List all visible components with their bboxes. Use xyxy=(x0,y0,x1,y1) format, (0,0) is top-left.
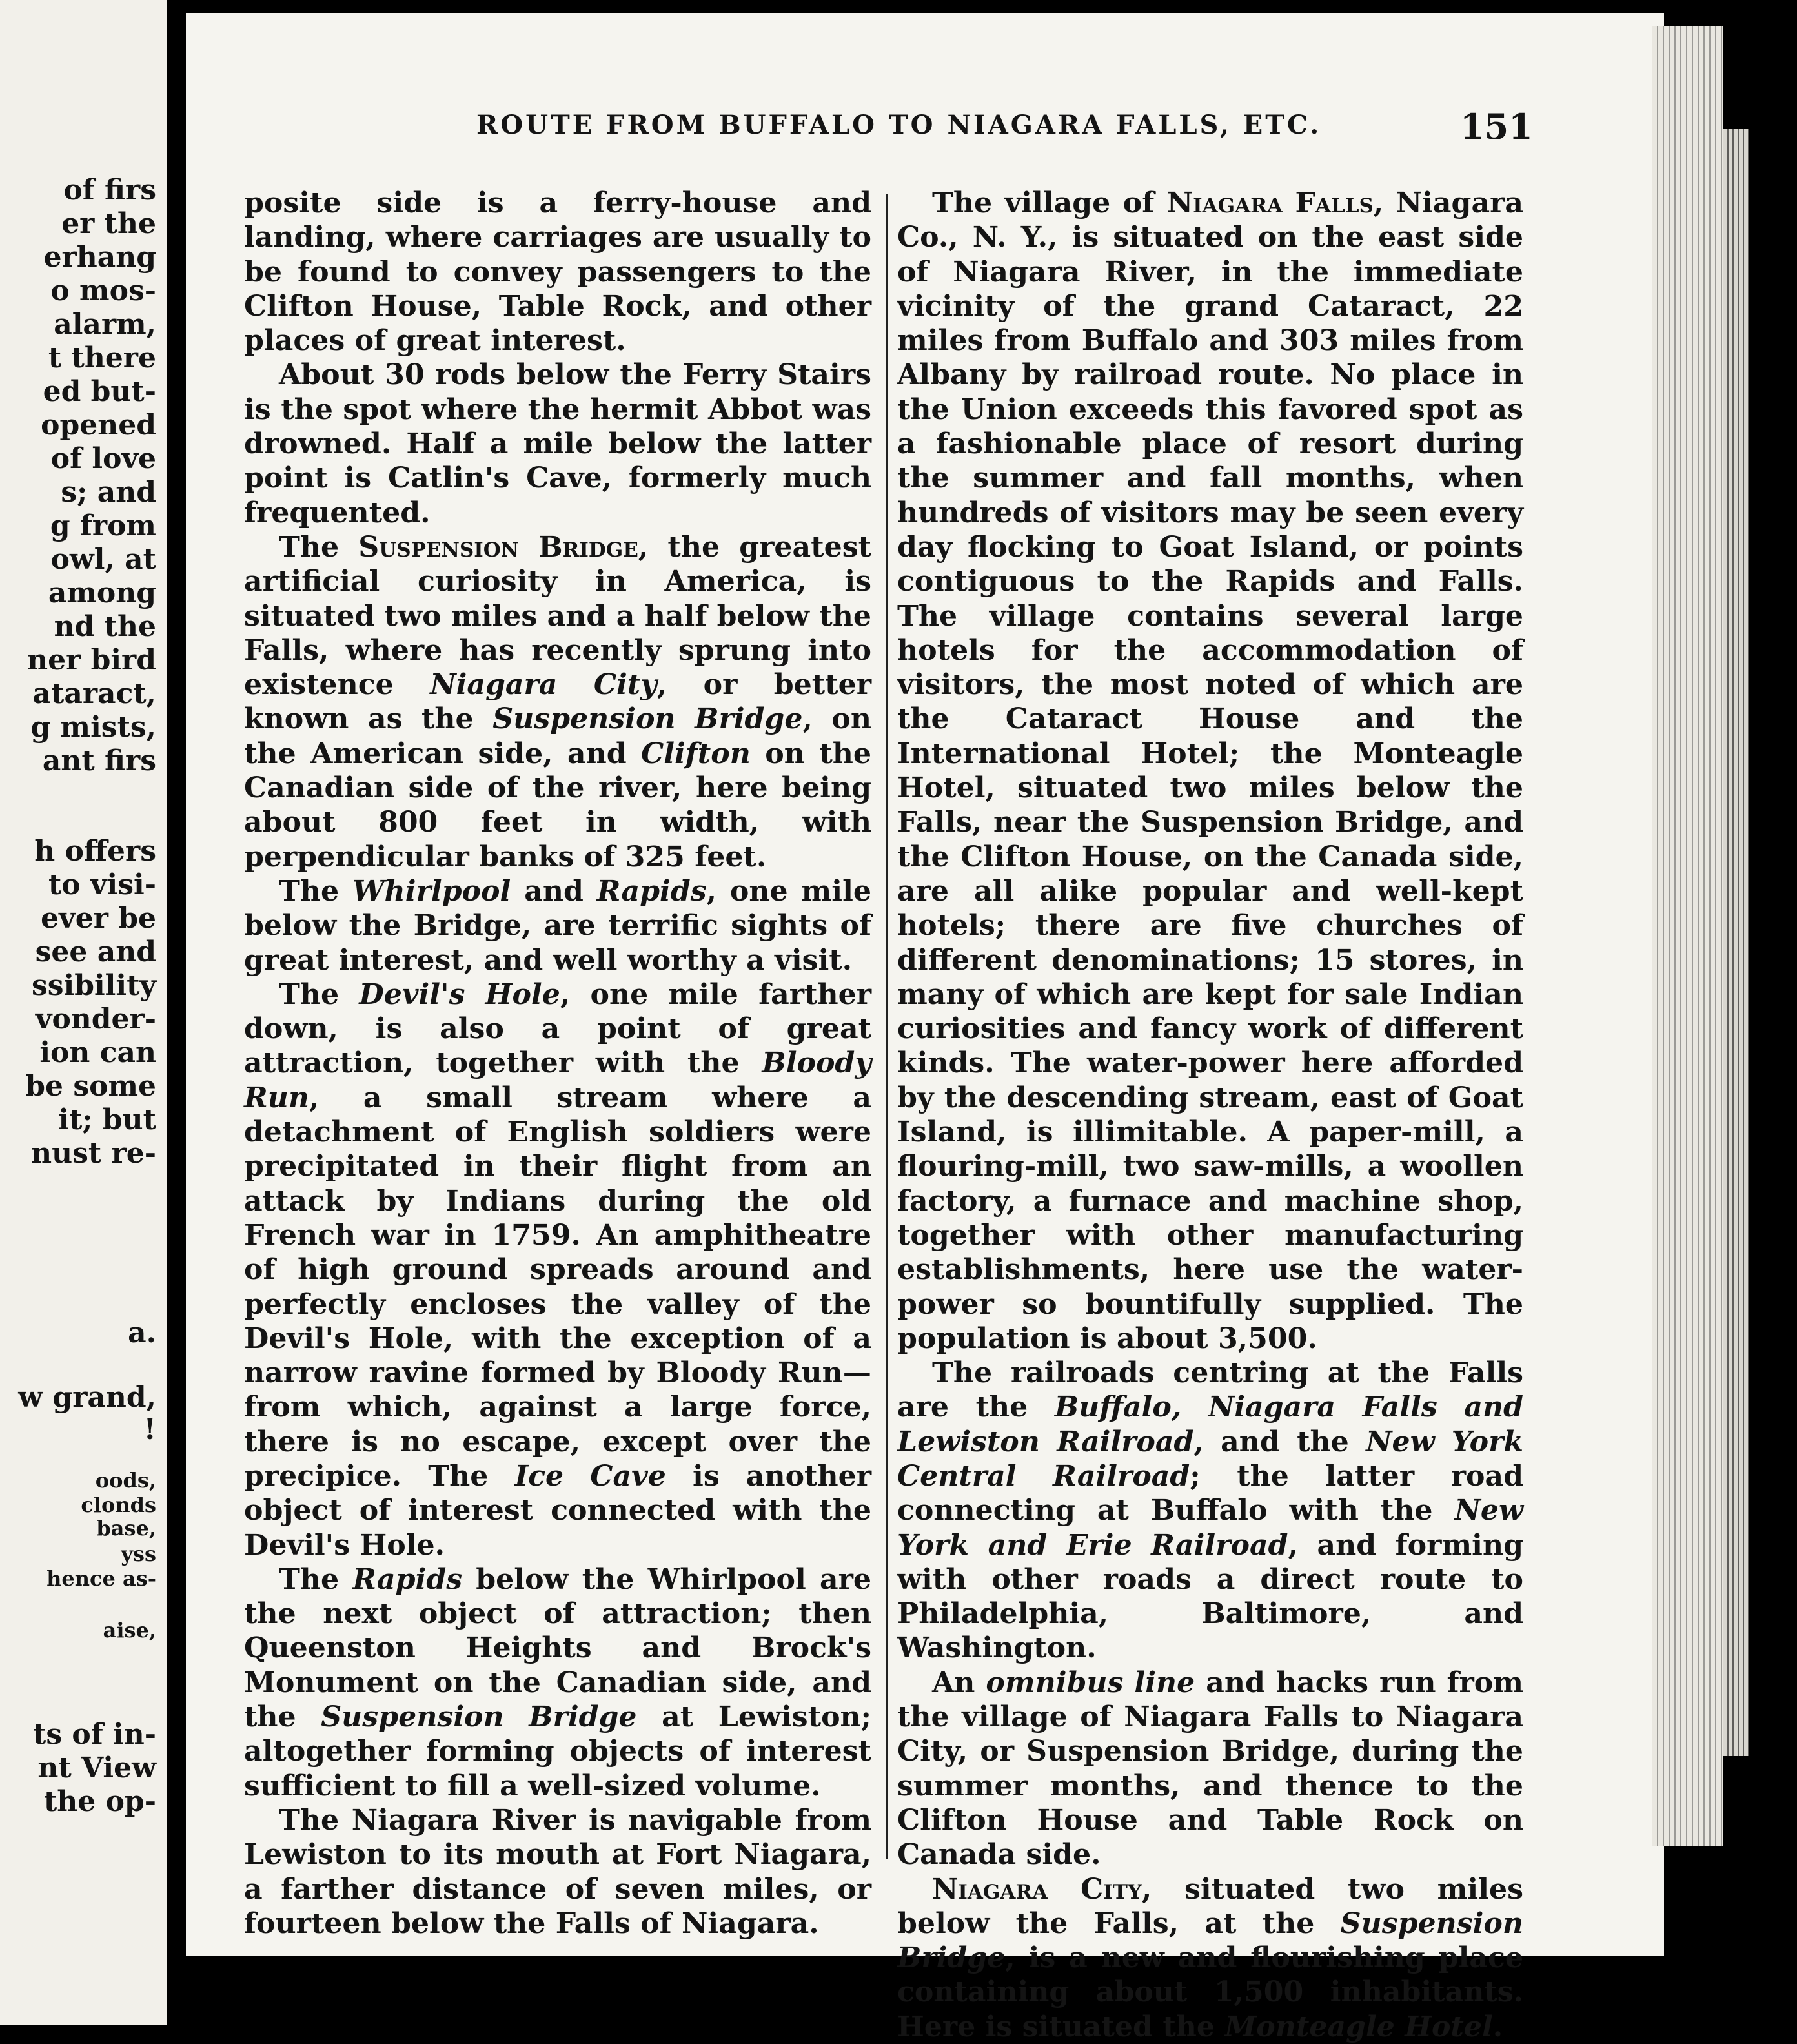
previous-page-text-fragment: h offers xyxy=(34,835,156,868)
paragraph: The Niagara River is navigable from Lewiston to its mouth at Fort Niagara, a farther distance of seven miles, or fourteen below the Falls of Niagara. xyxy=(244,1803,871,1940)
previous-page-text-fragment: the op- xyxy=(43,1785,156,1818)
page-edges xyxy=(1652,26,1723,1846)
previous-page-text-fragment: g from xyxy=(50,509,156,542)
paragraph: An omnibus line and hacks run from the village of Niagara Falls to Niagara City, or Suspension Bridge, during the summer months, and thence to the Clifton House and Table Rock on Canada side. xyxy=(897,1665,1523,1872)
right-text-column xyxy=(897,186,1523,2044)
paragraph: The village of Niagara Falls, Niagara Co., N. Y., is situated on the east side of Niagara River, in the immediate vicinity of the grand Cataract, 22 miles from Buffalo and 303 miles from Albany by railroad route. No place in the Union exceeds this favored spot as a fashionable place of resort during the summer and fall months, when hundreds of visitors may be seen every day flocking to Goat Island, or points contiguous to the Rapids and Falls. The village contains several large hotels for the accommodation of visitors, the most noted of which are the Cataract House and the International Hotel; the Monteagle Hotel, situated two miles below the Falls, near the Suspension Bridge, and the Clifton House, on the Canada side, are all alike popular and well-kept hotels; there are five churches of different denominations; 15 stores, in many of which are kept for sale Indian curiosities and fancy work of different kinds. The water-power here afforded by the descending stream, east of Goat Island, is illimitable. A paper-mill, a flouring-mill, two saw-mills, a woollen factory, a furnace and machine shop, together with other manufacturing establishments, here use the water-power so bountifully supplied. The population is about 3,500. xyxy=(897,186,1523,1355)
previous-page-text-fragment: be some xyxy=(25,1070,156,1103)
previous-page-text-fragment: erhang xyxy=(43,241,156,274)
previous-page-text-fragment: see and xyxy=(35,935,156,968)
previous-page-text-fragment: alarm, xyxy=(54,308,156,341)
previous-page-fragment xyxy=(0,0,167,2025)
page-edges-outer xyxy=(1723,129,1749,1756)
previous-page-text-fragment: it; but xyxy=(58,1103,156,1136)
paragraph: The Devil's Hole, one mile farther down, is also a point of great attraction, together with the Bloody Run, a small stream where a detachment of English soldiers were precipitated in their flight from an attack by Indians during the old French war in 1759. An amphitheatre of high ground spreads around and perfectly encloses the valley of the Devil's Hole, with the exception of a narrow ravine formed by Bloody Run—from which, against a large force, there is no escape, except over the precipice. The Ice Cave is another object of interest connected with the Devil's Hole. xyxy=(244,977,871,1562)
previous-page-text-fragment: opened xyxy=(41,409,156,442)
previous-page-text-fragment: ! xyxy=(143,1413,156,1446)
paragraph: The Whirlpool and Rapids, one mile below the Bridge, are terrific sights of great interest, and well worthy a visit. xyxy=(244,874,871,977)
previous-page-text-fragment: vonder- xyxy=(35,1003,156,1036)
left-text-column xyxy=(244,186,871,1941)
paragraph: The Rapids below the Whirlpool are the next object of attraction; then Queenston Heights and Brock's Monument on the Canadian side, and the Suspension Bridge at Lewiston; altogether forming objects of interest sufficient to fill a well-sized volume. xyxy=(244,1562,871,1803)
previous-page-text-fragment: oods, xyxy=(95,1468,156,1493)
previous-page-text-fragment: base, xyxy=(96,1516,156,1540)
paragraph: The Suspension Bridge, the greatest artificial curiosity in America, is situated two miles and a half below the Falls, where has recently sprung into existence Niagara City, or better known as the Suspension Bridge, on the American side, and Clifton on the Canadian side of the river, here being about 800 feet in width, with perpendicular banks of 325 feet. xyxy=(244,529,871,874)
previous-page-text-fragment: a. xyxy=(128,1316,156,1349)
previous-page-text-fragment: among xyxy=(48,577,156,609)
previous-page-text-fragment: er the xyxy=(61,207,156,240)
previous-page-text-fragment: ant firs xyxy=(42,744,156,777)
previous-page-text-fragment: t there xyxy=(48,342,156,374)
paragraph: The railroads centring at the Falls are the Buffalo, Niagara Falls and Lewiston Railroad, and the New York Central Railroad; the latter road connecting at Buffalo with the New York and Erie Railroad, and forming with other roads a direct route to Philadelphia, Baltimore, and Washington. xyxy=(897,1356,1524,1665)
previous-page-text-fragment: ts of in- xyxy=(33,1718,156,1751)
previous-page-text-fragment: of firs xyxy=(63,174,156,207)
previous-page-text-fragment: owl, at xyxy=(50,543,156,576)
previous-page-text-fragment: ion can xyxy=(39,1036,156,1069)
book-spine xyxy=(167,0,186,2025)
previous-page-text-fragment: nt View xyxy=(37,1752,156,1784)
previous-page-text-fragment: hence as- xyxy=(46,1566,156,1591)
paragraph: About 30 rods below the Ferry Stairs is the spot where the hermit Abbot was drowned. Half a mile below the latter point is Catlin's Cave, formerly much frequented. xyxy=(244,358,871,529)
paragraph: posite side is a ferry-house and landing, where carriages are usually to be found to convey passengers to the Clifton House, Table Rock, and other places of great interest. xyxy=(244,186,871,358)
previous-page-text-fragment: to visi- xyxy=(48,868,156,901)
column-divider xyxy=(886,194,888,1859)
previous-page-text-fragment: s; and xyxy=(61,476,156,509)
previous-page-text-fragment: yss xyxy=(121,1542,156,1566)
previous-page-text-fragment: of love xyxy=(50,442,156,475)
previous-page-text-fragment: ever be xyxy=(41,902,156,935)
previous-page-text-fragment: nust re- xyxy=(31,1137,156,1170)
previous-page-text-fragment: nd the xyxy=(54,610,156,643)
previous-page-text-fragment: ssibility xyxy=(31,969,156,1002)
page-number: 151 xyxy=(1460,106,1533,147)
paragraph: Niagara City, situated two miles below the Falls, at the Suspension Bridge, is a new and flourishing place containing about 1,500 inhabitants. Here is situated the Monteagle Hotel. xyxy=(897,1872,1523,2043)
running-header: ROUTE FROM BUFFALO TO NIAGARA FALLS, ETC. xyxy=(476,110,1322,140)
previous-page-text-fragment: ed but- xyxy=(43,375,156,408)
previous-page-text-fragment: w grand, xyxy=(18,1381,156,1414)
previous-page-text-fragment: ner bird xyxy=(27,644,156,677)
previous-page-text-fragment: g mists, xyxy=(30,711,156,744)
previous-page-text-fragment: o mos- xyxy=(50,274,156,307)
previous-page-text-fragment: clonds xyxy=(81,1493,156,1517)
previous-page-text-fragment: aise, xyxy=(103,1618,156,1642)
previous-page-text-fragment: ataract, xyxy=(32,677,156,710)
